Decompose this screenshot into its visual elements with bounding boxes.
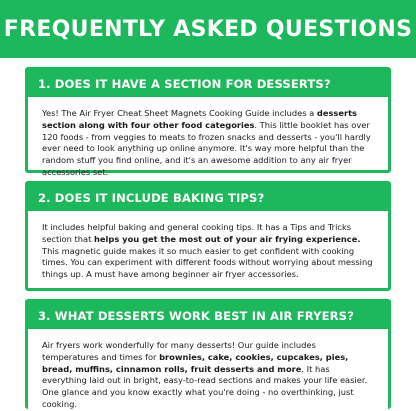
- faq-answer-2: [28, 211, 388, 281]
- answer-1-text: . This little booklet has over 120 foods - from veggies to meats to frozen snacks and desserts - you'll hardly ever need to look anything up online anymore. It's way more helpful than the random stuff you find online, and it's an awesome addition to any air fryer accessories set.: [42, 119, 371, 177]
- answer-2-text: It includes helpful baking and general cooking tips. It has a Tips and Tricks section that: [42, 222, 352, 244]
- faq-card-1: [25, 67, 391, 177]
- answer-3-text: Air fryers work wonderfully for many desserts! Our guide includes temperatures and times for: [42, 340, 316, 362]
- answer-3-text: . It has everything laid out in bright, easy-to-read sections and makes your life easier. One glance and you know exactly what you're doing - no overthinking, just cooking.: [42, 363, 368, 409]
- page-title: FREQUENTLY ASKED QUESTIONS: [3, 16, 413, 42]
- faq-question-3: 3. WHAT DESSERTS WORK BEST IN AIR FRYERS?: [28, 302, 388, 329]
- faq-question-2: 2. DOES IT INCLUDE BAKING TIPS?: [28, 184, 388, 211]
- answer-2-text: This magnetic guide makes it so much easier to get confident with cooking times. You can experiment with different foods without worrying about messing things up. A must have among beginner air fryer accessories.: [42, 245, 373, 280]
- answer-2-highlight: helps you get the most out of your air frying experience.: [94, 233, 361, 244]
- faq-answer-3: [28, 329, 388, 411]
- answer-3-highlight: brownies, cake, cookies, cupcakes, pies, bread, muffins, cinnamon rolls, fruit desserts and more: [42, 351, 349, 374]
- faq-card-2: [25, 181, 391, 291]
- faq-question-1: 1. DOES IT HAVE A SECTION FOR DESSERTS?: [28, 70, 388, 97]
- answer-1-text: Yes! The Air Fryer Cheat Sheet Magnets Cooking Guide includes a: [42, 108, 317, 118]
- faq-card-3: [25, 299, 391, 409]
- answer-1-highlight: desserts section along with four other food categories: [42, 108, 357, 130]
- faq-answer-1: [28, 97, 388, 179]
- faq-header-banner: [0, 0, 416, 58]
